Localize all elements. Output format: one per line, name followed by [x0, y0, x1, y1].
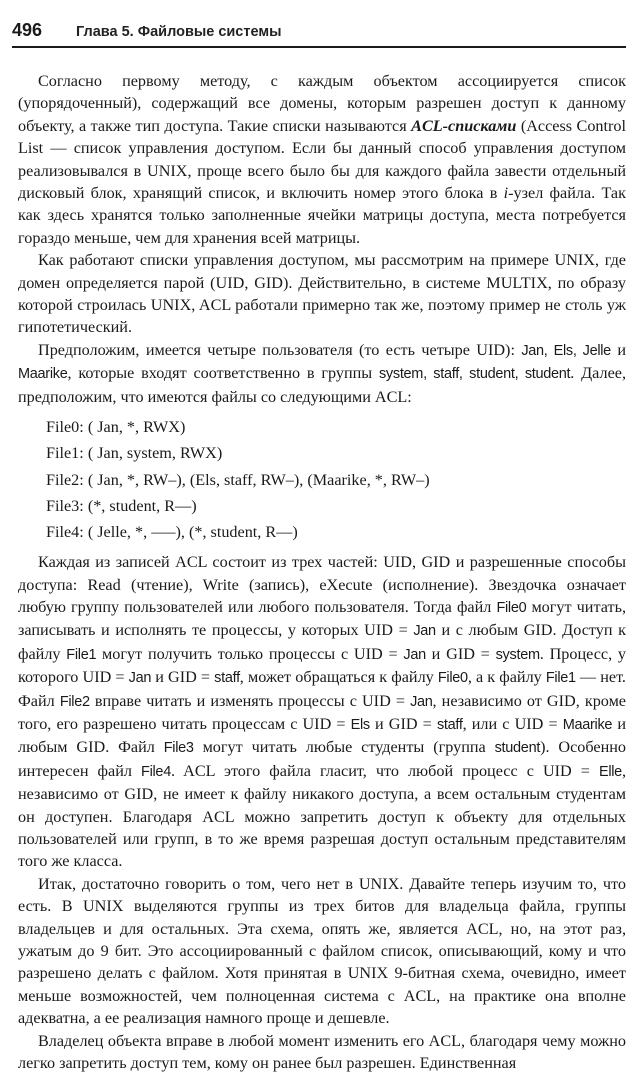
acl-list [46, 414, 626, 545]
acl-line-file0: File0: ( Jan, *, RWX) [46, 418, 186, 437]
body-text [12, 70, 626, 1074]
chapter-title: Глава 5. Файловые системы [76, 24, 282, 40]
paragraph-unix-bits: Итак, достаточно говорить о том, чего нет в UNIX. Давайте теперь изучим то, что есть. В UNIX выделяются группы из трех битов для владельца файла, группы владельцев и для остальных. Эта схема, опять же, является ACL, но, на этот раз, ужатым до 9 бит. Это ассоциированный с файлом список, описывающий, кому и что разрешено делать с файлом. Хотя принятая в UNIX 9-битная схема, очевидно, имеет меньше возможностей, чем полноценная система с ACL, на практике она вполне адекватна, а ее реализация намного проще и дешевле. [18, 874, 626, 1028]
paragraph-acl-intro: Согласно первому методу, с каждым объектом ассоциируется список (упорядоченный), содержащий все домены, которым разрешен доступ к данному объекту, а также тип доступа. Такие списки называются ACL-списками (Access Control List — список управления доступом. Если бы данный способ управления доступом реализовывался в UNIX, проще всего было бы для каждого файла завести отдельный дисковый блок, хранящий список, и включить номер этого блока в i-узел файла. Так как здесь хранятся только заполненные ячейки матрицы доступа, места потребуется гораздо меньше, чем для хранения всей матрицы. [18, 72, 626, 247]
paragraph-users: Предположим, имеется четыре пользователя (то есть четыре UID): Jan, Els, Jelle и Maarike, которые входят соответственно в группы system, staff, student, student. Далее, предположим, что имеются файлы со следующими ACL: [18, 340, 626, 406]
term-acl-lists: ACL-списками [411, 116, 517, 135]
acl-line-file1: File1: ( Jan, system, RWX) [46, 444, 223, 463]
page-number: 496 [12, 20, 43, 40]
acl-line-file2: File2: ( Jan, *, RW–), (Els, staff, RW–), (Maarike, *, RW–) [46, 470, 430, 489]
paragraph-acl-explanation: Каждая из записей ACL состоит из трех частей: UID, GID и разрешенные способы доступа: Read (чтение), Write (запись), eXecute (исполнение). Звездочка означает любую группу пользователей или любого пользователя. Тогда файл File0 могут читать, записывать и исполнять те процессы, у которых UID = Jan и с любым GID. Доступ к файлу File1 могут получить только процессы с UID = Jan и GID = system. Процесс, у которого UID = Jan и GID = staff, может обращаться к файлу File0, а к файлу File1 — нет. Файл File2 вправе читать и изменять процессы с UID = Jan, независимо от GID, кроме того, его разрешено читать процессам с UID = Els и GID = staff, или с UID = Maarike и любым GID. Файл File3 могут читать любые студенты (группа student). Особенно интересен файл File4. ACL этого файла гласит, что любой процесс с UID = Elle, независимо от GID, не имеет к файлу никакого доступа, а всем остальным студентам он доступен. Благодаря ACL можно запретить доступ к объекту для отдельных пользователей или групп, в то же время разрешая доступ остальным представителям того же класса. [18, 553, 627, 871]
acl-line-file3: File3: (*, student, R––) [46, 496, 197, 515]
paragraph-unix-example: Как работают списки управления доступом, мы рассмотрим на примере UNIX, где домен определяется парой (UID, GID). Действительно, в системе MULTIX, по образу которой строилась UNIX, ACL работали примерно так же, поэтому пример не столь уж гипотетический. [18, 251, 626, 337]
header-rule [12, 46, 626, 48]
acl-line-file4: File4: ( Jelle, *, –––), (*, student, R––) [46, 522, 298, 541]
running-header [12, 20, 626, 46]
paragraph-owner: Владелец объекта вправе в любой момент изменить его ACL, благодаря чему можно легко запретить доступ тем, кому он ранее был разрешен. Единственная [18, 1031, 626, 1073]
